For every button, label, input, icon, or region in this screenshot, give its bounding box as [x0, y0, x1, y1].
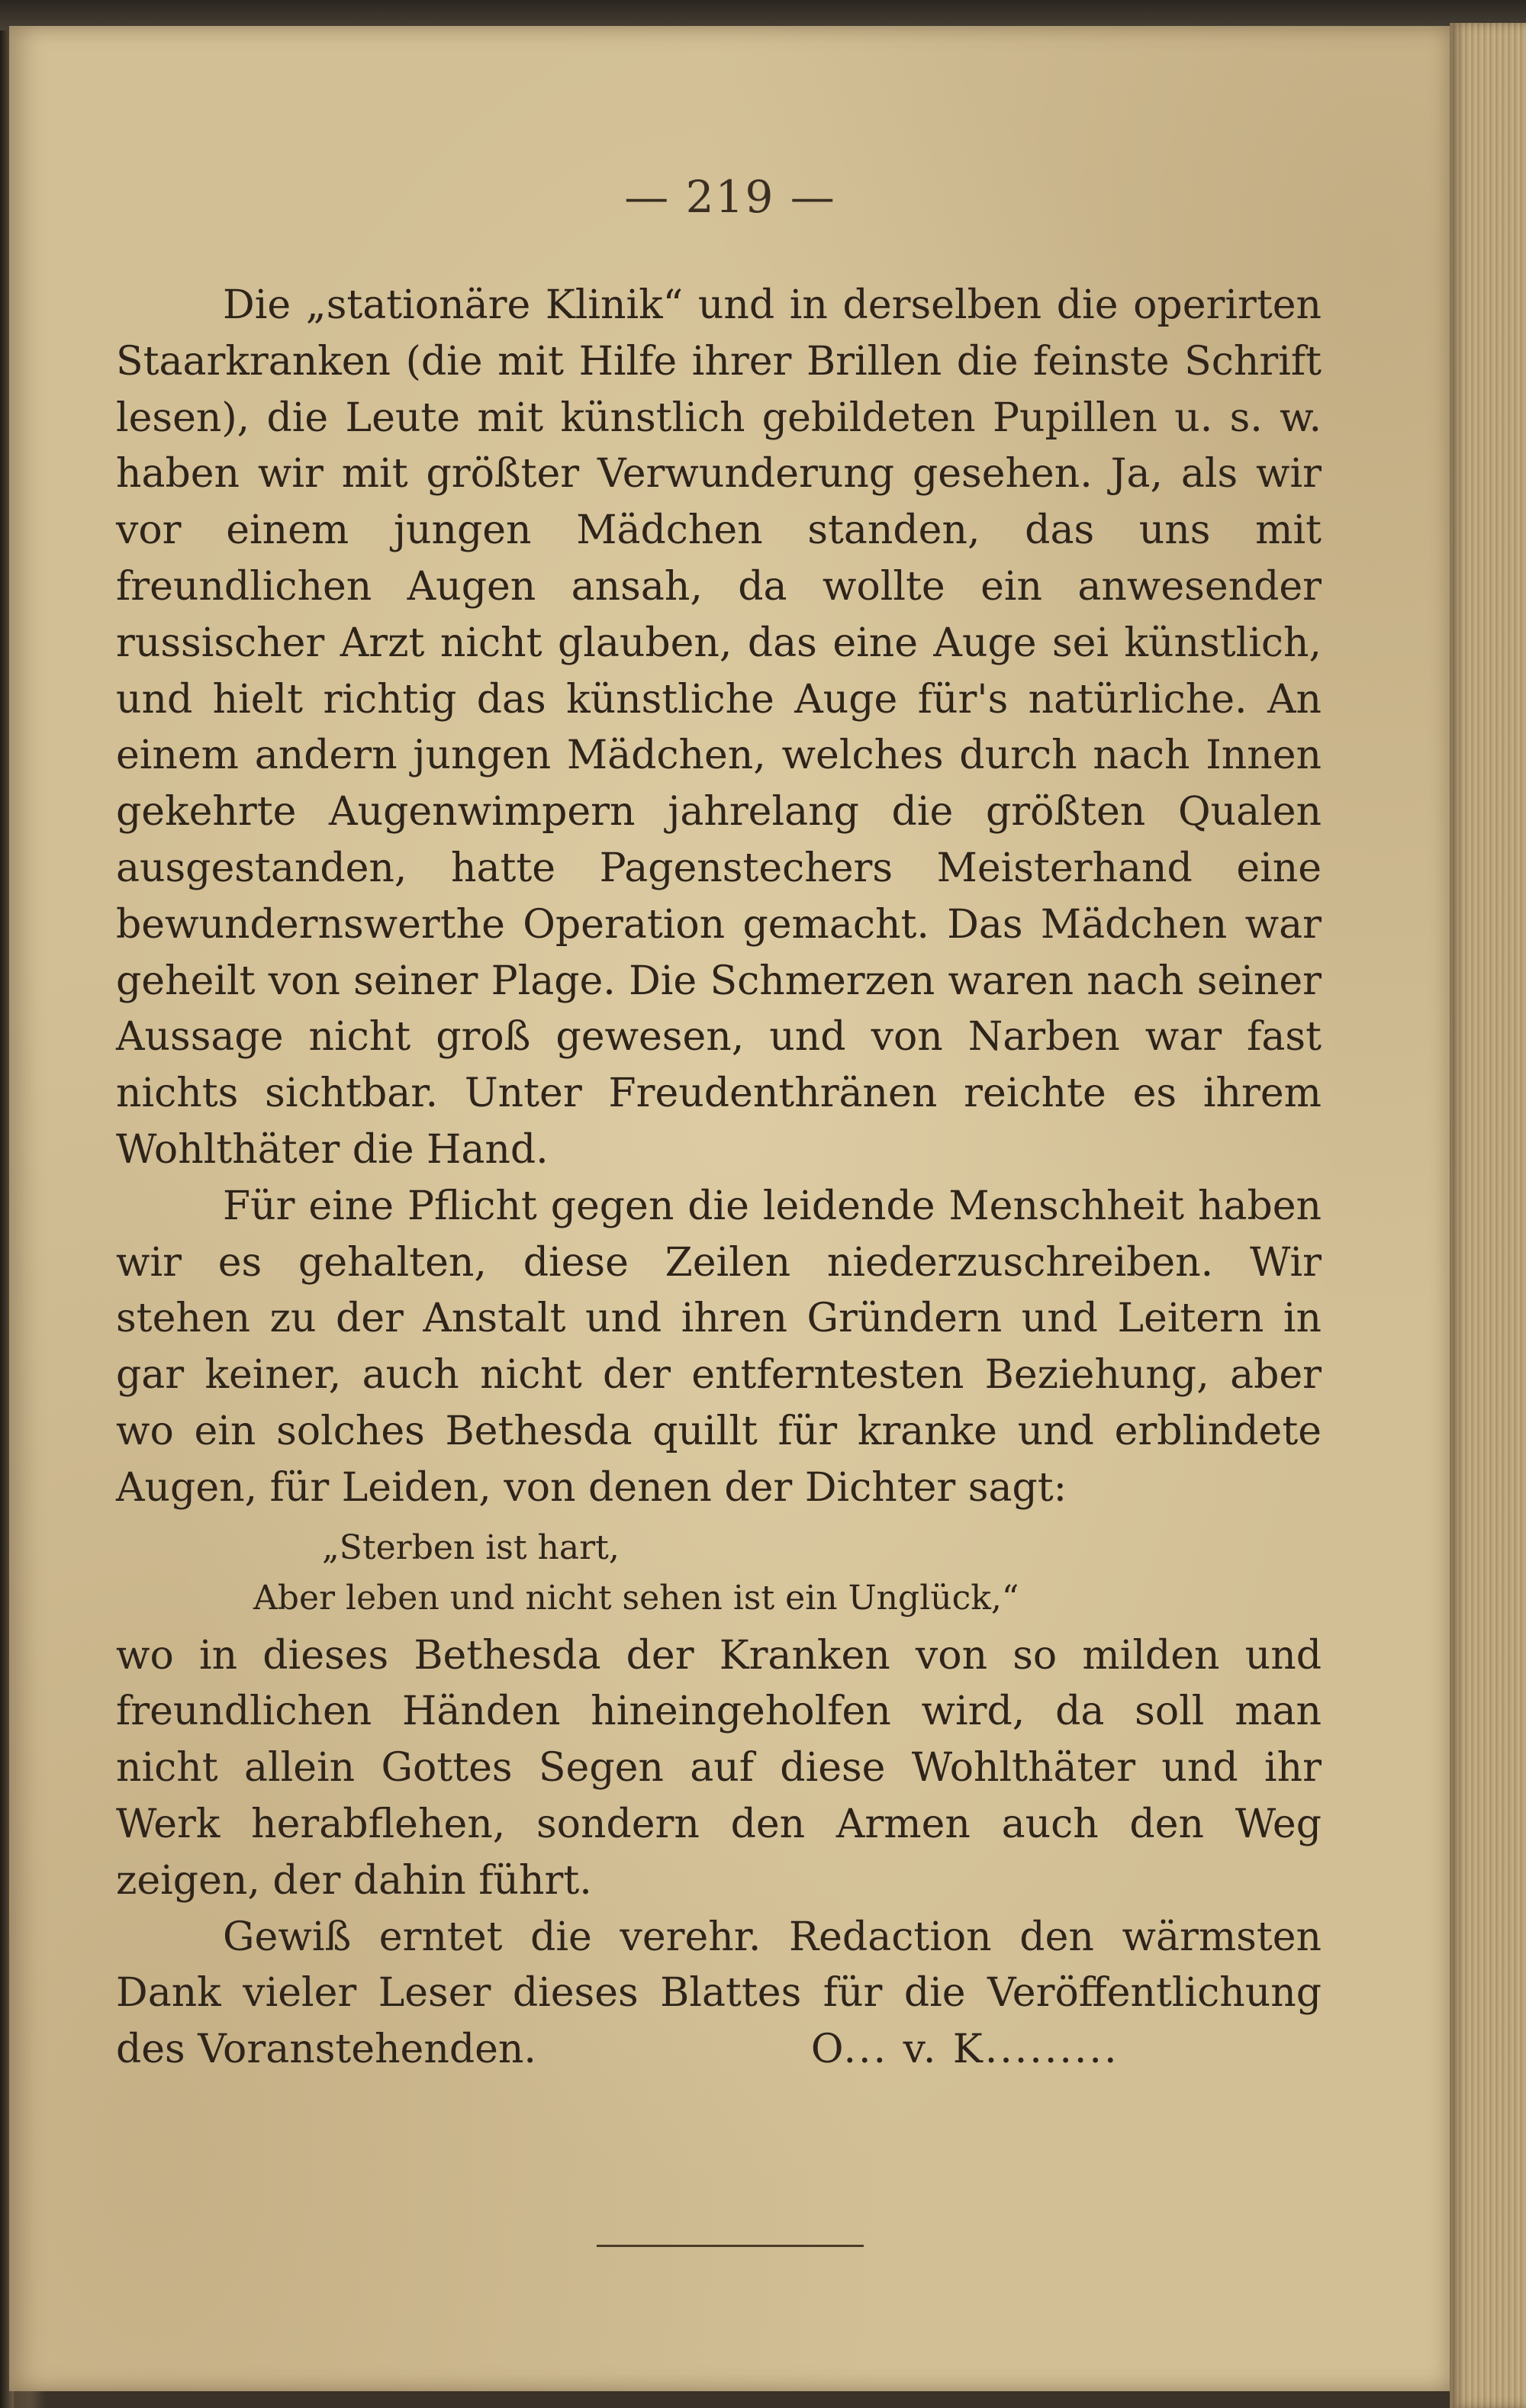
paragraph-thanks [116, 1910, 1322, 2078]
page-text [116, 278, 1322, 2078]
book-page [9, 26, 1451, 2391]
paragraph-clinic-visit: Die „stationäre Klinik“ und in derselben die operirten Staarkranken (die mit Hilfe ihrer Brillen die feinste Schrift lesen), die Leute mit künstlich gebildeten Pupillen u. s. w. haben wir mit größter Verwunderung gesehen. Ja, als wir vor einem jungen Mädchen standen, das uns mit freundlichen Augen ansah, da wollte ein anwesender russischer Arzt nicht glauben, das eine Auge sei künstlich, und hielt richtig das künstliche Auge für's natürliche. An einem andern jungen Mädchen, welches durch nach Innen gekehrte Augenwimpern jahrelang die größten Qualen ausgestanden, hatte Pagenstechers Meisterhand eine bewundernswerthe Operation gemacht. Das Mädchen war geheilt von seiner Plage. Die Schmerzen waren nach seiner Aussage nicht groß gewesen, und von Narben war fast nichts sichtbar. Unter Freudenthränen reichte es ihrem Wohlthäter die Hand. [116, 282, 1322, 1173]
paragraph-thanks-text: Gewiß erntet die verehr. Redaction den wärmsten Dank vieler Leser dieses Blattes für die Veröffentlichung des Voranstehenden. [116, 1914, 1322, 2073]
quote-line-1: „Sterben ist hart, [322, 1528, 620, 1567]
paragraph-bethesda: wo in dieses Bethesda der Kranken von so milden und freundlichen Händen hineingeholfen wird, da soll man nicht allein Gottes Segen auf diese Wohlthäter und ihr Werk herabflehen, sondern den Armen auch den Weg zeigen, der dahin führt. [116, 1632, 1322, 1904]
quote-line-2: Aber leben und nicht sehen ist ein Unglück,“ [253, 1578, 1019, 1618]
page-number: — 219 — [624, 171, 836, 223]
page-stack-edge [1450, 23, 1526, 2408]
poem-quote [116, 1523, 1322, 1624]
end-rule [597, 2245, 864, 2247]
paragraph-duty: Für eine Pflicht gegen die leidende Menschheit haben wir es gehalten, diese Zeilen niederzuschreiben. Wir stehen zu der Anstalt und ihren Gründern und Leitern in gar keiner, auch nicht der entferntesten Beziehung, aber wo ein solches Bethesda quillt für kranke und erblindete Augen, für Leiden, von denen der Dichter sagt: [116, 1183, 1322, 1511]
author-signature: O... v. K......... [810, 2027, 1119, 2073]
